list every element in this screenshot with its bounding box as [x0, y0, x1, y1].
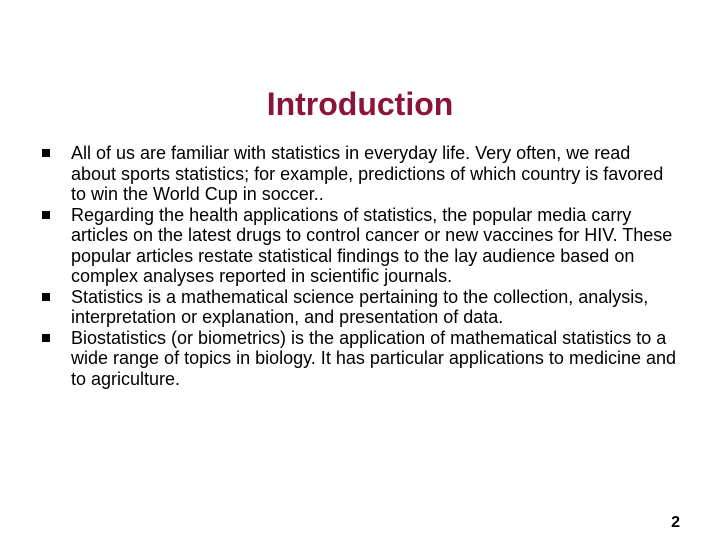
list-item	[40, 205, 680, 287]
bullet-text: Statistics is a mathematical science pertaining to the collection, analysis, interpretation or explanation, and presentation of data.	[71, 286, 649, 327]
list-item	[40, 143, 680, 205]
bullet-text: Regarding the health applications of statistics, the popular media carry articles on the latest drugs to control cancer or new vaccines for HIV. These popular articles restate statistical findings to the lay audience based on complex analyses reported in scientific journals.	[71, 204, 673, 286]
square-bullet-icon	[42, 334, 50, 342]
page-number: 2	[671, 514, 680, 531]
square-bullet-icon	[42, 149, 50, 157]
list-item	[40, 287, 680, 328]
square-bullet-icon	[42, 211, 50, 219]
list-item	[40, 328, 680, 390]
bullet-text: All of us are familiar with statistics in everyday life. Very often, we read about sports statistics; for example, predictions of which country is favored to win the World Cup in soccer..	[71, 143, 664, 204]
slide-title: Introduction	[266, 86, 454, 123]
bullet-text: Biostatistics (or biometrics) is the application of mathematical statistics to a wide range of topics in biology. It has particular applications to medicine and to agriculture.	[71, 327, 677, 389]
square-bullet-icon	[42, 293, 50, 301]
bullet-list	[40, 143, 680, 389]
